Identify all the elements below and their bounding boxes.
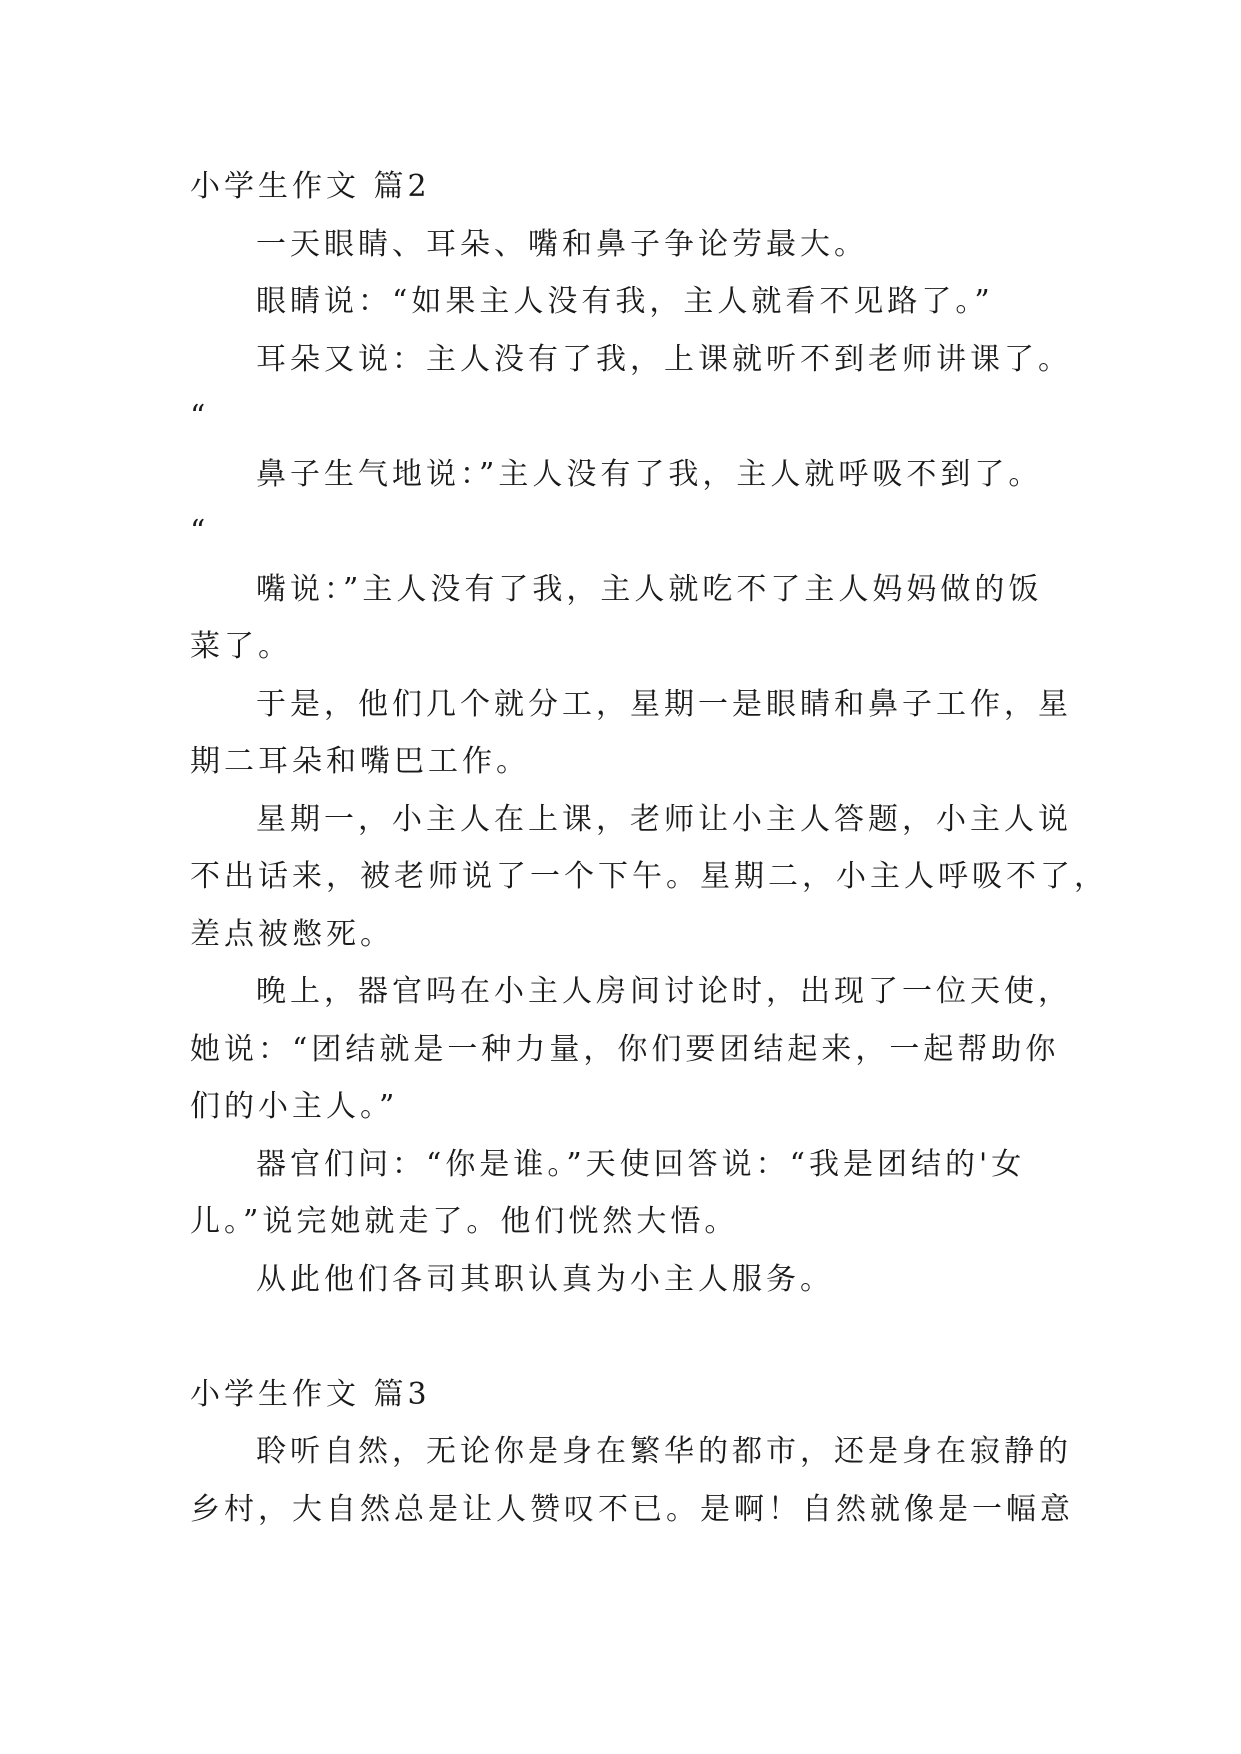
paragraph-line: 于是，他们几个就分工，星期一是眼睛和鼻子工作，星 — [256, 686, 1072, 722]
document-body — [190, 158, 1108, 1538]
paragraph-line: 不出话来，被老师说了一个下午。星期二，小主人呼吸不了， — [190, 859, 1108, 894]
paragraph-line: 一天眼睛、耳朵、嘴和鼻子争论劳最大。 — [256, 226, 868, 262]
paragraph-line: 嘴说：”主人没有了我，主人就吃不了主人妈妈做的饭 — [256, 571, 1043, 607]
paragraph-line: 器官们问：“你是谁。”天使回答说：“我是团结的'女 — [256, 1146, 1026, 1182]
paragraph-line: “ — [190, 514, 210, 549]
paragraph-line: 眼睛说：“如果主人没有我，主人就看不见路了。” — [256, 284, 994, 319]
paragraph-line: 差点被憋死。 — [190, 916, 394, 952]
section-heading: 小学生作文 篇3 — [190, 1376, 431, 1412]
paragraph-line: “ — [190, 399, 210, 434]
section-spacer — [190, 1308, 1060, 1366]
paragraph-line: 从此他们各司其职认真为小主人服务。 — [256, 1261, 834, 1297]
paragraph-line: 耳朵又说：主人没有了我，上课就听不到老师讲课了。 — [256, 341, 1072, 377]
paragraph-line: 晚上，器官吗在小主人房间讨论时，出现了一位天使， — [256, 974, 1072, 1009]
section-heading: 小学生作文 篇2 — [190, 169, 431, 204]
paragraph-line: 儿。”说完她就走了。他们恍然大悟。 — [190, 1204, 739, 1239]
paragraph-line: 她说：“团结就是一种力量，你们要团结起来，一起帮助你 — [190, 1031, 1060, 1067]
paragraph-line: 期二耳朵和嘴巴工作。 — [190, 744, 530, 779]
paragraph-line: 乡村，大自然总是让人赞叹不已。是啊！自然就像是一幅意 — [190, 1491, 1074, 1527]
paragraph-line: 菜了。 — [190, 629, 292, 664]
paragraph-line: 聆听自然，无论你是身在繁华的都市，还是身在寂静的 — [256, 1434, 1072, 1469]
paragraph-line: 们的小主人。” — [190, 1089, 399, 1124]
paragraph-line: 星期一，小主人在上课，老师让小主人答题，小主人说 — [256, 801, 1072, 837]
paragraph-line: 鼻子生气地说：”主人没有了我，主人就呼吸不到了。 — [256, 456, 1043, 492]
